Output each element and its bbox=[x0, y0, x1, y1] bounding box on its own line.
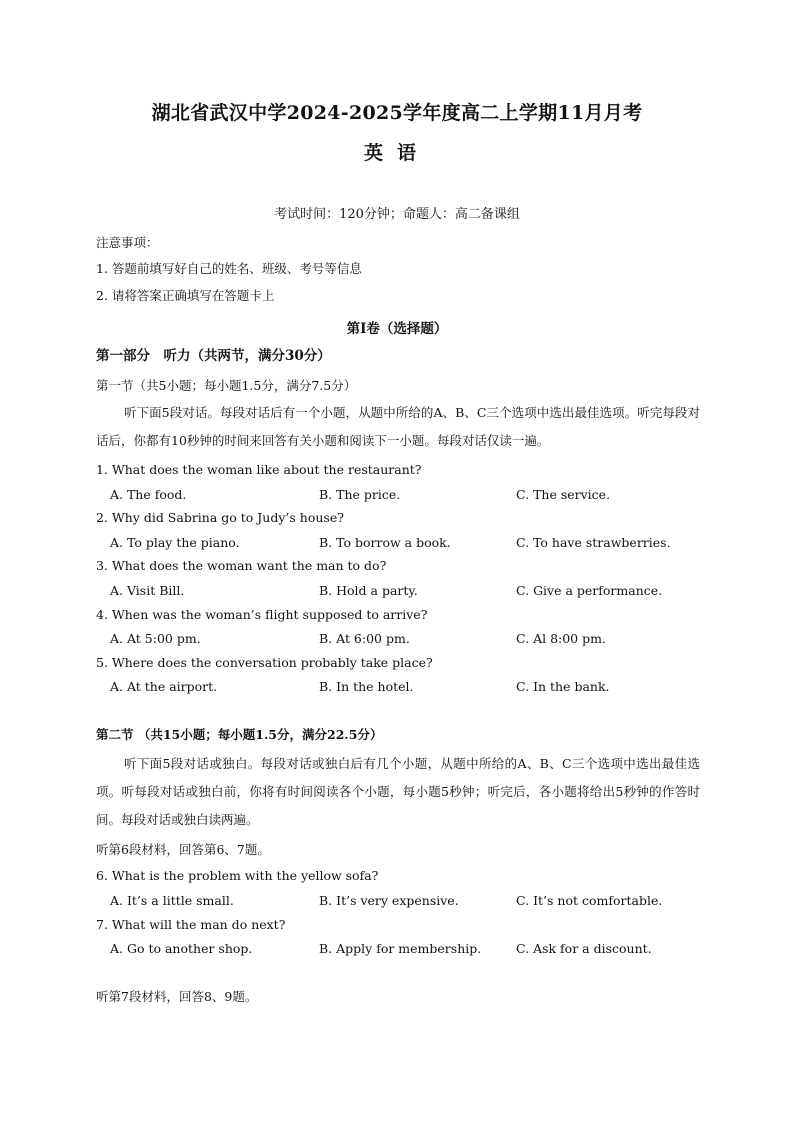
q2-option-c: C. To have strawberries. bbox=[516, 535, 671, 550]
question-3: 3. What does the woman want the man to do? bbox=[96, 558, 387, 573]
q5-option-b: B. In the hotel. bbox=[319, 679, 414, 694]
question-7: 7. What will the man do next? bbox=[96, 917, 286, 932]
material-7-note: 听第7段材料，回答8、9题。 bbox=[96, 989, 258, 1004]
q1-option-b: B. The price. bbox=[319, 487, 401, 502]
exam-title: 湖北省武汉中学2024-2025学年度高二上学期11月月考 bbox=[151, 102, 643, 124]
volume-title: 第I卷（选择题） bbox=[346, 321, 448, 337]
subject-title: 英语 bbox=[363, 142, 430, 164]
question-2: 2. Why did Sabrina go to Judy’s house? bbox=[96, 510, 344, 525]
q3-option-a: A. Visit Bill. bbox=[110, 583, 185, 598]
q7-option-c: C. Ask for a discount. bbox=[516, 941, 652, 956]
notice-item-2: 2. 请将答案正确填写在答题卡上 bbox=[96, 288, 275, 303]
notice-heading: 注意事项： bbox=[96, 235, 159, 250]
exam-info: 考试时间：120分钟；命题人：高二备课组 bbox=[274, 207, 520, 222]
section1-heading: 第一节（共5小题；每小题1.5分，满分7.5分） bbox=[96, 378, 357, 393]
q4-option-a: A. At 5:00 pm. bbox=[110, 631, 201, 646]
section1-instructions: 听下面5段对话。每段对话后有一个小题，从题中所给的A、B、C三个选项中选出最佳选项。听完每段对话后，你都有10秒钟的时间来回答有关小题和阅读下一小题。每段对话仅读一遍。 bbox=[96, 405, 700, 448]
q6-option-b: B. It’s very expensive. bbox=[319, 893, 459, 908]
question-4: 4. When was the woman’s flight supposed to arrive? bbox=[96, 607, 428, 622]
question-1: 1. What does the woman like about the restaurant? bbox=[96, 462, 422, 477]
notice-item-1: 1. 答题前填写好自己的姓名、班级、考号等信息 bbox=[96, 261, 362, 276]
q6-option-c: C. It’s not comfortable. bbox=[516, 893, 663, 908]
q1-option-c: C. The service. bbox=[516, 487, 611, 502]
question-6: 6. What is the problem with the yellow sofa? bbox=[96, 868, 379, 883]
q5-option-a: A. At the airport. bbox=[110, 679, 218, 694]
q7-option-a: A. Go to another shop. bbox=[110, 941, 253, 956]
q6-option-a: A. It’s a little small. bbox=[110, 893, 234, 908]
q2-option-b: B. To borrow a book. bbox=[319, 535, 451, 550]
q5-option-c: C. In the bank. bbox=[516, 679, 610, 694]
question-5: 5. Where does the conversation probably take place? bbox=[96, 655, 433, 670]
q1-option-a: A. The food. bbox=[110, 487, 187, 502]
q2-option-a: A. To play the piano. bbox=[110, 535, 240, 550]
part1-heading: 第一部分 听力（共两节，满分30分） bbox=[96, 348, 331, 364]
q4-option-b: B. At 6:00 pm. bbox=[319, 631, 410, 646]
material-6-note: 听第6段材料，回答第6、7题。 bbox=[96, 842, 270, 857]
q7-option-b: B. Apply for membership. bbox=[319, 941, 482, 956]
section2-instructions: 听下面5段对话或独白。每段对话或独白后有几个小题，从题中所给的A、B、C三个选项中选出最佳选项。听每段对话或独白前，你将有时间阅读各个小题，每小题5秒钟；听完后，各小题将给出5秒钟的作答时间。每段对话或独白读两遍。 bbox=[96, 756, 700, 827]
q4-option-c: C. Al 8:00 pm. bbox=[516, 631, 606, 646]
q3-option-c: C. Give a performance. bbox=[516, 583, 663, 598]
section2-heading: 第二节 （共15小题；每小题1.5分，满分22.5分） bbox=[96, 727, 383, 742]
q3-option-b: B. Hold a party. bbox=[319, 583, 418, 598]
